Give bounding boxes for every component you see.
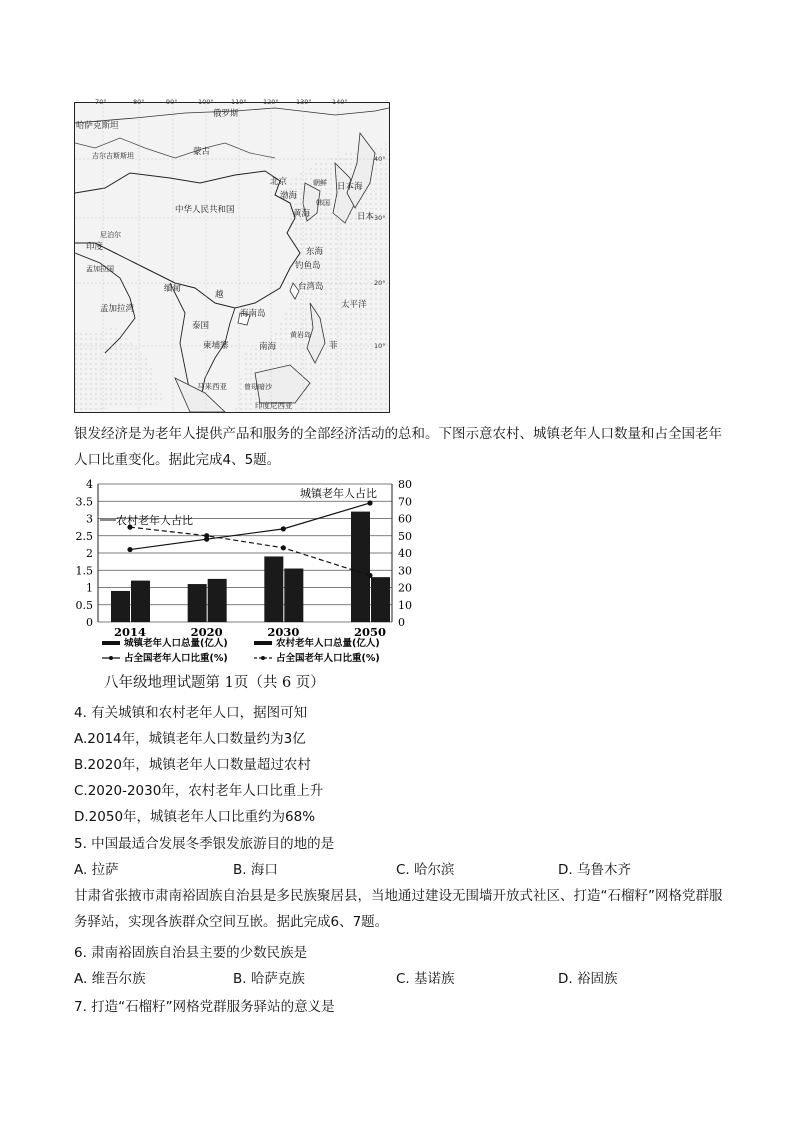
left-tick-label: 3 [86, 512, 93, 526]
map-label-taiwan: 台湾岛 [298, 282, 324, 292]
question-6-option-c[interactable]: C. 基诺族 [396, 971, 455, 987]
question-7-stem: 7. 打造“石榴籽”网格党群服务驿站的意义是 [74, 999, 335, 1015]
right-tick-label: 50 [398, 529, 412, 543]
point-rural-2020 [204, 533, 209, 538]
map-label-malaysia: 马来西亚 [197, 382, 227, 391]
elderly-population-chart [74, 476, 414, 676]
question-6-stem: 6. 肃南裕固族自治县主要的少数民族是 [74, 945, 308, 961]
map-label-india: 印度 [86, 242, 104, 252]
point-urban-2014 [127, 547, 132, 552]
map-label-diaoyu: 钓鱼岛 [295, 261, 321, 271]
question-4-option-c[interactable]: C.2020-2030年，农村老年人口比重上升 [74, 783, 324, 799]
question-4-stem: 4. 有关城镇和农村老年人口，据图可知 [74, 705, 308, 721]
map-label-korea: 朝鲜 [313, 179, 327, 187]
question-4-option-b[interactable]: B.2020年，城镇老年人口数量超过农村 [74, 757, 311, 773]
bar-rural-2014 [131, 581, 150, 622]
map-label-china: 中华人民共和国 [175, 205, 235, 215]
map-label-mongolia: 蒙古 [193, 147, 211, 157]
map-label-thailand: 泰国 [192, 321, 210, 331]
map-label-russia: 俄罗斯 [213, 109, 239, 119]
map-label-indonesia: 印度尼西亚 [255, 401, 293, 410]
right-tick-label: 40 [398, 547, 412, 560]
map-label-nepal: 尼泊尔 [100, 231, 121, 239]
category-label: 2050 [353, 625, 387, 639]
map-label-east-sea: 东海 [306, 247, 324, 257]
question-6-option-a[interactable]: A. 维吾尔族 [74, 971, 146, 987]
right-tick-label: 30 [398, 564, 412, 578]
left-tick-label: 4 [86, 478, 93, 491]
question-5-option-a[interactable]: A. 拉萨 [74, 862, 119, 878]
question-5-option-b[interactable]: B. 海口 [233, 862, 278, 878]
left-tick-label: 0.5 [75, 598, 93, 612]
page-footer: 八年级地理试题第 1页（共 6 页） [104, 675, 325, 691]
map-label-beijing: 北京 [270, 177, 288, 187]
map-label-bangladesh: 孟加拉国 [86, 265, 114, 273]
left-tick-label: 0 [86, 616, 93, 629]
category-label: 2020 [190, 625, 223, 639]
left-tick-label: 1.5 [75, 564, 93, 578]
annotation-urban: 城镇老年人占比 [300, 487, 377, 500]
map-label-south-sea: 南海 [259, 342, 277, 352]
map-label-bengal: 孟加拉湾 [100, 304, 135, 314]
category-label: 2014 [113, 625, 147, 639]
question-4-option-a[interactable]: A.2014年，城镇老年人口数量约为3亿 [74, 731, 306, 747]
bar-urban-2020 [188, 584, 207, 622]
point-rural-2030 [281, 545, 286, 550]
map-label-bohai: 渤海 [280, 191, 298, 201]
lat-label: 20° [374, 279, 386, 287]
legend-label: 占全国老年人口比重(%) [276, 653, 380, 664]
question-6-7-intro: 甘肃省张掖市肃南裕固族自治县是多民族聚居县，当地通过建设无围墙开放式社区、打造“石榴籽”网格党群服务驿站，实现各族群众空间互嵌。据此完成6、7题。 [74, 888, 723, 930]
map-label-cambodia: 柬埔寨 [203, 341, 229, 351]
left-tick-label: 2 [86, 547, 93, 560]
legend-swatch [254, 641, 272, 645]
lon-label: 90° [166, 98, 178, 106]
lon-label: 130° [296, 98, 312, 106]
right-tick-label: 20 [398, 581, 412, 595]
bar-urban-2050 [351, 512, 370, 622]
category-label: 2030 [267, 625, 300, 639]
lon-label: 120° [263, 98, 279, 106]
point-urban-2030 [281, 526, 286, 531]
map-label-zengmu: 曾母暗沙 [244, 383, 272, 391]
legend-marker [109, 656, 113, 660]
question-5-option-d[interactable]: D. 乌鲁木齐 [558, 862, 631, 878]
bar-urban-2030 [264, 556, 283, 622]
right-tick-label: 60 [398, 512, 412, 526]
lat-label: 10° [374, 342, 386, 350]
bar-rural-2020 [208, 579, 227, 622]
left-tick-label: 1 [86, 581, 93, 595]
map-label-japan-sea: 日本海 [337, 182, 363, 192]
map-label-huangyan: 黄岩岛 [290, 331, 311, 339]
map-label-japan: 日本 [357, 212, 375, 222]
lat-label: 40° [374, 155, 386, 163]
bar-rural-2050 [371, 577, 390, 622]
chart-intro: 银发经济是为老年人提供产品和服务的全部经济活动的总和。下图示意农村、城镇老年人口数量和占全国老年人口比重变化。据此完成4、5题。 [74, 426, 722, 468]
annotation-rural: 农村老年人占比 [116, 514, 193, 527]
legend-swatch [102, 641, 120, 645]
question-5-stem: 5. 中国最适合发展冬季银发旅游目的地的是 [74, 836, 335, 852]
right-tick-label: 80 [398, 478, 412, 491]
map-label-myanmar: 缅甸 [164, 284, 182, 294]
question-6-option-b[interactable]: B. 哈萨克族 [233, 971, 305, 987]
legend-marker [261, 656, 265, 660]
question-4-option-d[interactable]: D.2050年，城镇老年人口比重约为68% [74, 809, 316, 825]
legend-label: 农村老年人口总量(亿人) [276, 638, 380, 649]
left-tick-label: 3.5 [75, 495, 93, 509]
map-label-kazakhstan: 哈萨克斯坦 [76, 121, 119, 131]
question-6-option-d[interactable]: D. 裕固族 [558, 971, 618, 987]
right-tick-label: 70 [398, 495, 412, 509]
map-label-yellow-sea: 黄海 [293, 209, 311, 219]
line-rural-share [130, 527, 370, 575]
lon-label: 70° [95, 98, 107, 106]
map-label-skorea: 韩国 [316, 199, 330, 207]
map-label-vietnam: 越 [215, 290, 224, 300]
lon-label: 140° [332, 98, 348, 106]
question-5-option-c[interactable]: C. 哈尔滨 [396, 862, 455, 878]
point-urban-2050 [367, 500, 372, 505]
asia-map [74, 102, 390, 413]
map-label-kyrgyzstan: 吉尔吉斯斯坦 [92, 152, 134, 160]
map-label-philippines: 菲 [329, 341, 338, 351]
map-label-hainan: 海南岛 [240, 309, 266, 319]
map-label-pacific: 太平洋 [341, 300, 367, 310]
legend-label: 占全国老年人口比重(%) [124, 653, 228, 664]
left-tick-label: 2.5 [75, 529, 93, 543]
lon-label: 80° [133, 98, 145, 106]
bar-rural-2030 [284, 569, 303, 622]
lon-label: 100° [198, 98, 214, 106]
map-drawing [75, 103, 389, 412]
point-rural-2050 [367, 573, 372, 578]
bar-urban-2014 [111, 591, 130, 622]
lat-label: 30° [374, 214, 386, 222]
legend-label: 城镇老年人口总量(亿人) [124, 638, 228, 649]
lon-label: 110° [231, 98, 247, 106]
right-tick-label: 0 [398, 616, 405, 629]
right-tick-label: 10 [398, 598, 412, 612]
